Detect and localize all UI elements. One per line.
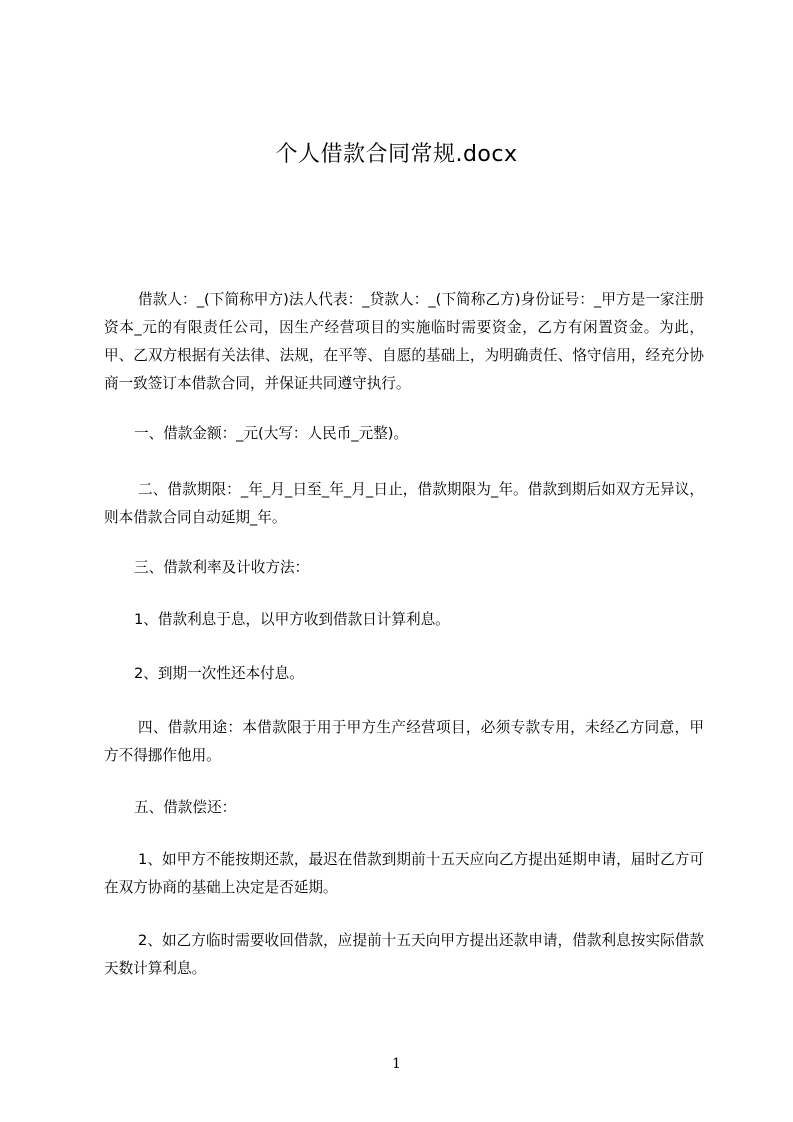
- section-interest-item-2: 2、到期一次性还本付息。: [134, 665, 304, 682]
- section-repayment-item-1: 1、如甲方不能按期还款，最迟在借款到期前十五天应向乙方提出延期申请，届时乙方可在双方协商的基础上决定是否延期。: [104, 851, 704, 896]
- page-number: 1: [392, 1056, 401, 1072]
- section-repayment-item-2: 2、如乙方临时需要收回借款，应提前十五天向甲方提出还款申请，借款利息按实际借款天数计算利息。: [104, 932, 704, 977]
- section-loan-term: 二、借款期限：_年_月_日至_年_月_日止，借款期限为_年。借款到期后如双方无异议，则本借款合同自动延期_年。: [104, 481, 704, 526]
- section-interest-item-1: 1、借款利息于息，以甲方收到借款日计算利息。: [134, 611, 450, 628]
- section-repayment-heading: 五、借款偿还：: [134, 799, 237, 816]
- document-title: 个人借款合同常规.docx: [275, 142, 518, 167]
- section-loan-purpose: 四、借款用途：本借款限于用于甲方生产经营项目，必须专款专用，未经乙方同意，甲方不得挪作他用。: [104, 719, 704, 764]
- intro-paragraph: 借款人：_(下简称甲方)法人代表：_贷款人：_(下简称乙方)身份证号：_甲方是一家注册资本_元的有限责任公司，因生产经营项目的实施临时需要资金，乙方有闲置资金。为此，甲、乙双方根据有关法律、法规，在平等、自愿的基础上，为明确责任、恪守信用，经充分协商一致签订本借款合同，并保证共同遵守执行。: [104, 291, 704, 392]
- section-loan-amount: 一、借款金额：_元(大写：人民币_元整)。: [134, 425, 409, 442]
- section-interest-heading: 三、借款利率及计收方法：: [134, 559, 310, 576]
